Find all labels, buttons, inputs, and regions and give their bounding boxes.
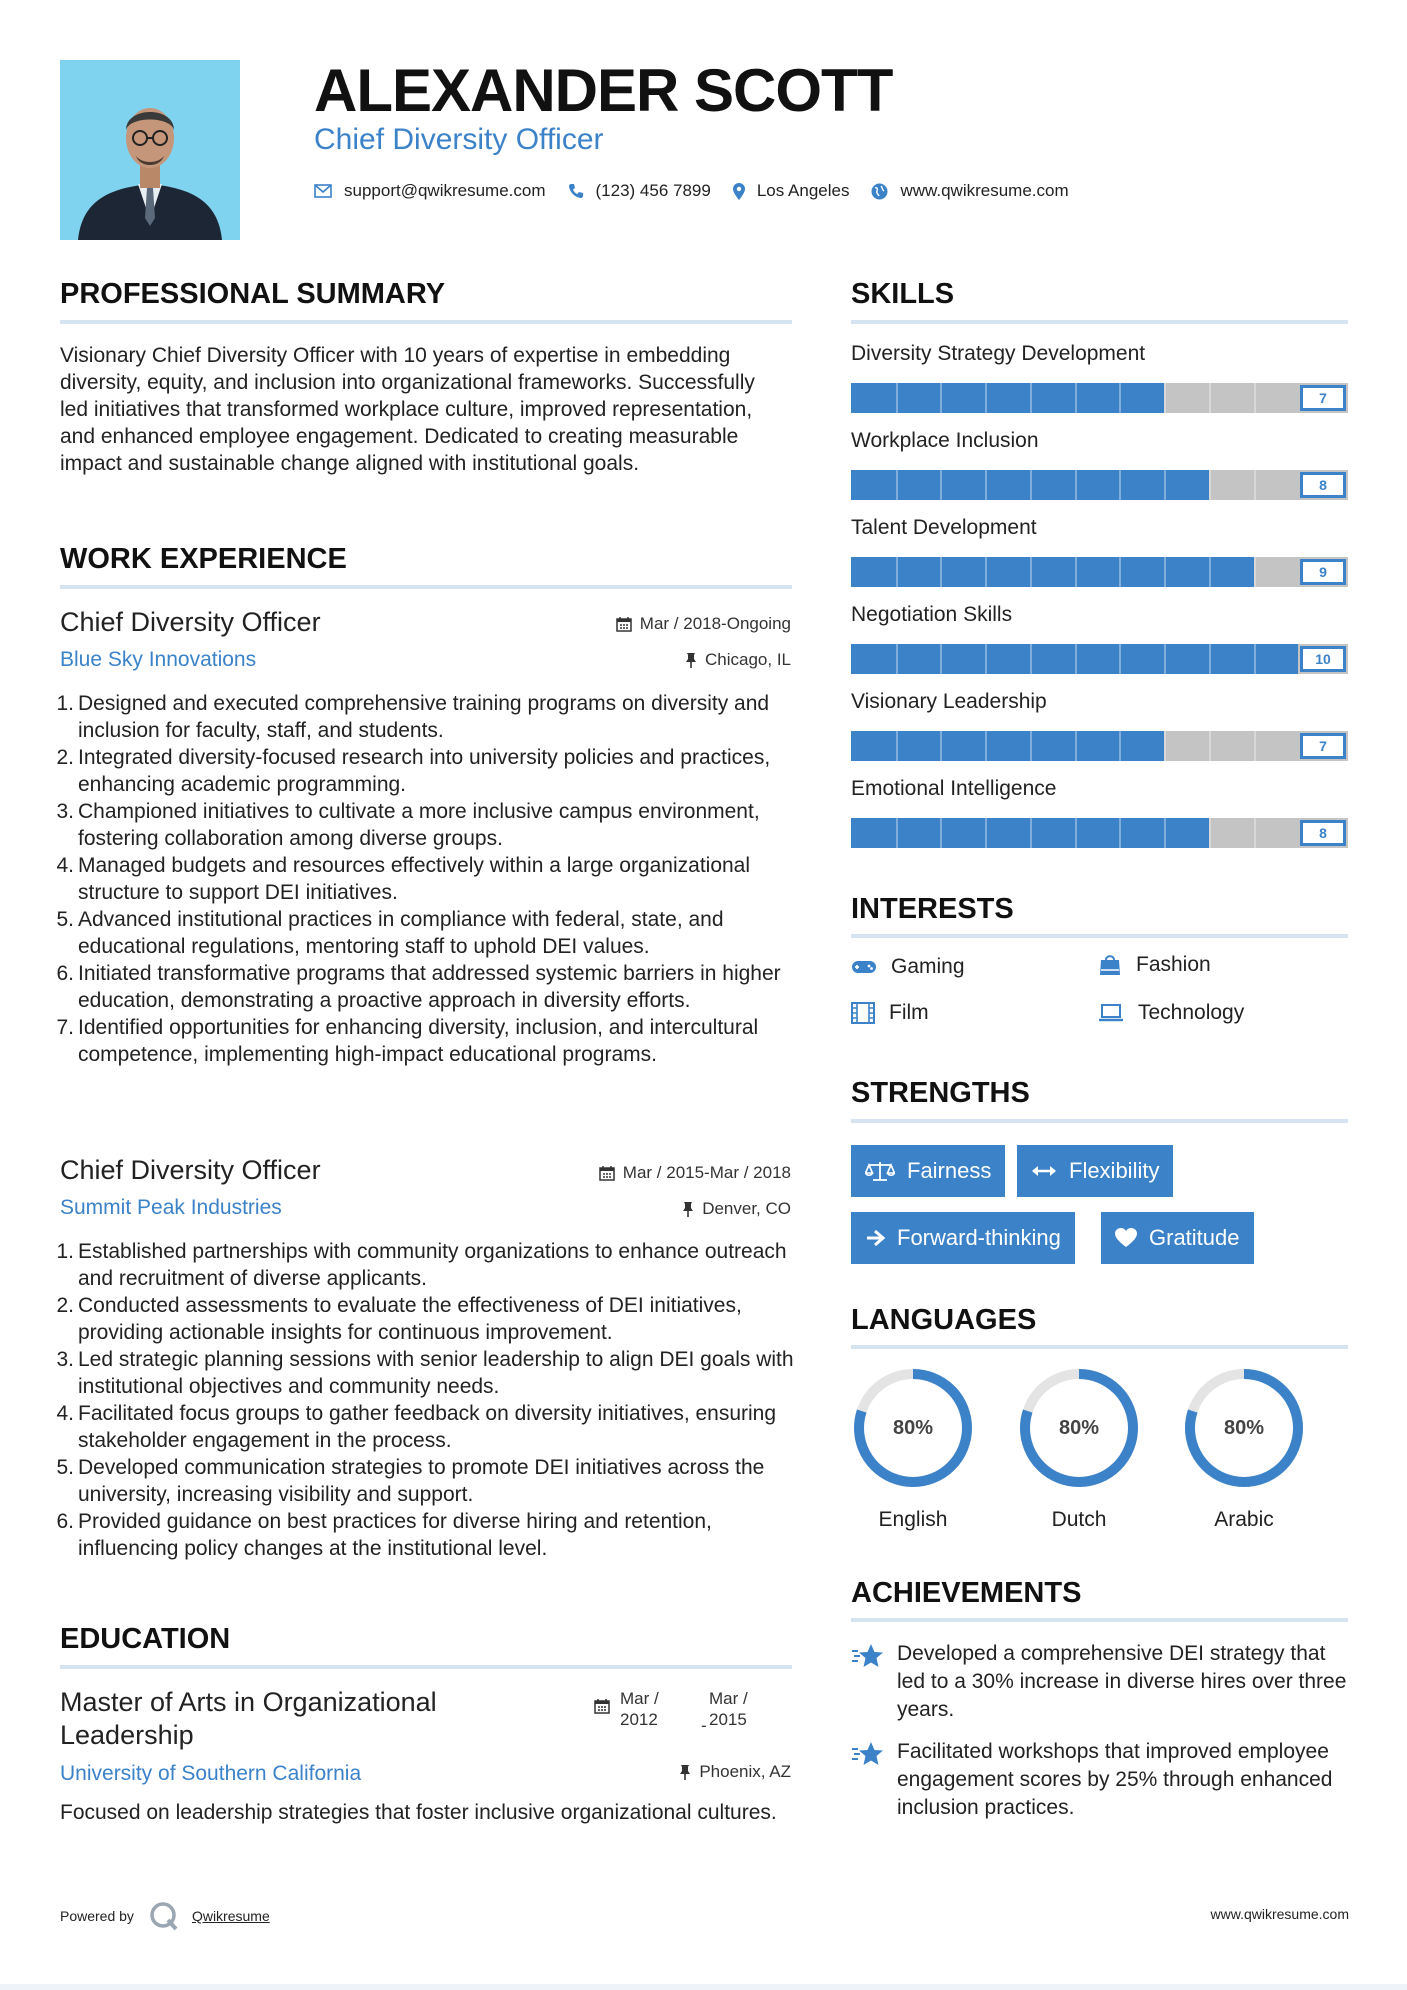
candidate-name: ALEXANDER SCOTT xyxy=(314,57,893,124)
skill-score: 10 xyxy=(1300,646,1346,672)
skill-bar-segment xyxy=(1119,731,1121,761)
job-duties-list xyxy=(60,1238,796,1562)
job-dates xyxy=(599,1163,791,1183)
arrows-h-icon xyxy=(1031,1164,1057,1178)
job-dates-text: Mar / 2015-Mar / 2018 xyxy=(622,1163,791,1182)
globe-icon xyxy=(871,183,888,200)
skill-bar xyxy=(851,818,1348,848)
skill-bar-segment xyxy=(940,731,942,761)
achievement-text: Facilitated workshops that improved employee engagement scores by 25% through enhanced inclusion practices. xyxy=(897,1740,1333,1819)
language-name: English xyxy=(878,1508,948,1531)
skill-bar-segment xyxy=(1030,557,1032,587)
skill-bar-segment xyxy=(1209,818,1211,848)
pin-icon xyxy=(682,1201,694,1217)
interest-label: Fashion xyxy=(1136,953,1211,976)
list-item: Identified opportunities for enhancing diversity, inclusion, and intercultural competence, implementing high-impact educational programs. xyxy=(78,1016,759,1066)
date-separator: - xyxy=(701,1716,707,1735)
phone-text: (123) 456 7899 xyxy=(595,181,711,200)
job-duties-list xyxy=(60,690,796,1068)
skill-label: Visionary Leadership xyxy=(851,690,1047,713)
achievements-heading: ACHIEVEMENTS xyxy=(851,1577,1082,1609)
job-title: Chief Diversity Officer xyxy=(60,1155,321,1185)
contact-location xyxy=(733,181,850,201)
education-start-month: Mar / xyxy=(620,1689,659,1708)
skill-bar-segment xyxy=(985,557,987,587)
skill-bar-segment xyxy=(985,731,987,761)
skill-bar-fill xyxy=(851,557,1254,587)
skill-bar-segment xyxy=(1164,818,1166,848)
bottom-border xyxy=(0,1984,1407,1990)
skill-bar-segment xyxy=(896,383,898,413)
skill-bar-segment xyxy=(985,644,987,674)
skill-bar-segment xyxy=(940,557,942,587)
strength-chip-fairness xyxy=(851,1145,1005,1197)
language-item xyxy=(851,1366,975,1531)
skill-bar-segment xyxy=(940,470,942,500)
job-title: Chief Diversity Officer xyxy=(60,607,321,637)
strength-label: Fairness xyxy=(907,1158,992,1183)
profile-photo xyxy=(60,60,240,240)
skill-bar-segment xyxy=(1030,470,1032,500)
skill-bar-segment xyxy=(1075,818,1077,848)
skill-bar-segment xyxy=(1119,818,1121,848)
heart-icon xyxy=(1115,1228,1137,1248)
contact-bar xyxy=(314,176,1091,206)
skill-bar xyxy=(851,470,1348,500)
education-description: Focused on leadership strategies that foster inclusive organizational cultures. xyxy=(60,1801,777,1824)
skill-bar-segment xyxy=(1119,383,1121,413)
brand-link[interactable]: Qwikresume xyxy=(191,1908,270,1924)
arrow-right-icon xyxy=(865,1229,885,1247)
calendar-icon xyxy=(599,1165,615,1181)
skill-score: 8 xyxy=(1300,472,1346,498)
contact-website[interactable] xyxy=(871,181,1068,201)
degree-title: Master of Arts in Organizational Leadership xyxy=(60,1687,437,1750)
interests-heading: INTERESTS xyxy=(851,893,1014,925)
education-calendar xyxy=(594,1698,610,1719)
skill-bar-segment xyxy=(1075,470,1077,500)
education-end-month: Mar / xyxy=(709,1689,748,1708)
summary-text: Visionary Chief Diversity Officer with 10 years of expertise in embedding diversity, equity, and inclusion into organizational frameworks. Successfully led initiatives that transformed workplace culture, improved representation, and enhanced employee engagement. Dedicated to creating measurable impact and sustainable change aligned with institutional goals. xyxy=(60,344,755,475)
language-percent: 80% xyxy=(892,1416,934,1439)
company-name: Summit Peak Industries xyxy=(60,1196,282,1219)
education-start xyxy=(620,1688,659,1730)
skill-label: Emotional Intelligence xyxy=(851,777,1057,800)
skill-label: Negotiation Skills xyxy=(851,603,1013,626)
skill-bar-segment xyxy=(1075,731,1077,761)
education-heading: EDUCATION xyxy=(60,1623,231,1655)
experience-heading: WORK EXPERIENCE xyxy=(60,543,347,575)
languages-divider xyxy=(851,1345,1348,1349)
skill-bar-segment xyxy=(1119,470,1121,500)
skill-score: 9 xyxy=(1300,559,1346,585)
list-item: Facilitated focus groups to gather feedback on diversity initiatives, ensuring stakeholder engagement in the process. xyxy=(78,1402,777,1452)
list-item: Integrated diversity-focused research into university policies and practices, enhancing academic programming. xyxy=(78,746,771,796)
skill-bar-segment xyxy=(1030,818,1032,848)
achievement-text: Developed a comprehensive DEI strategy that led to a 30% increase in diverse hires over three years. xyxy=(897,1642,1347,1721)
skill-bar-segment xyxy=(896,557,898,587)
achievements-divider xyxy=(851,1618,1348,1622)
interest-item-gaming xyxy=(851,955,965,979)
achievement-item xyxy=(851,1640,1351,1724)
skill-bar-segment xyxy=(1164,470,1166,500)
balance-scale-icon xyxy=(865,1160,895,1182)
list-item: Championed initiatives to cultivate a more inclusive campus environment, fostering collaboration among diverse groups. xyxy=(78,800,760,850)
skill-bar-segment xyxy=(940,818,942,848)
powered-by-label: Powered by xyxy=(60,1908,134,1924)
skill-label: Workplace Inclusion xyxy=(851,429,1039,452)
language-item xyxy=(1182,1366,1306,1531)
achievement-star-icon xyxy=(851,1642,885,1670)
interests-divider xyxy=(851,934,1348,938)
skill-bar-segment xyxy=(985,818,987,848)
skill-bar-segment xyxy=(1209,731,1211,761)
strength-chip-gratitude xyxy=(1101,1212,1254,1264)
candidate-title: Chief Diversity Officer xyxy=(314,123,604,156)
email-text: support@qwikresume.com xyxy=(344,181,546,200)
skill-bar-segment xyxy=(1209,557,1211,587)
skill-bar-segment xyxy=(896,644,898,674)
job-location xyxy=(685,650,791,670)
skill-bar-segment xyxy=(1254,470,1256,500)
skill-bar-segment xyxy=(1254,557,1256,587)
language-item xyxy=(1017,1366,1141,1531)
language-percent: 80% xyxy=(1223,1416,1265,1439)
skill-bar-segment xyxy=(1030,644,1032,674)
job-dates-text: Mar / 2018-Ongoing xyxy=(639,614,791,633)
achievement-item xyxy=(851,1738,1351,1822)
skill-bar-segment xyxy=(1164,644,1166,674)
education-location-text: Phoenix, AZ xyxy=(699,1762,791,1781)
footer-site[interactable]: www.qwikresume.com xyxy=(1210,1906,1349,1922)
languages-heading: LANGUAGES xyxy=(851,1304,1037,1336)
skill-bar-segment xyxy=(1209,470,1211,500)
film-icon xyxy=(851,1002,875,1024)
strength-label: Gratitude xyxy=(1149,1225,1240,1250)
skill-bar-segment xyxy=(1119,557,1121,587)
strength-label: Flexibility xyxy=(1069,1158,1160,1183)
skill-bar-segment xyxy=(1164,557,1166,587)
skill-bar-segment xyxy=(1254,644,1256,674)
list-item: Established partnerships with community organizations to enhance outreach and recruitment of diverse applicants. xyxy=(78,1240,787,1290)
skill-bar xyxy=(851,383,1348,413)
skill-bar-segment xyxy=(896,731,898,761)
skill-bar-segment xyxy=(1030,731,1032,761)
interest-label: Technology xyxy=(1138,1001,1245,1024)
summary-divider xyxy=(60,320,792,324)
location-text: Los Angeles xyxy=(756,181,850,200)
skill-score: 8 xyxy=(1300,820,1346,846)
interest-item-film xyxy=(851,1001,929,1025)
education-end xyxy=(709,1688,748,1730)
job-location xyxy=(682,1199,791,1219)
language-name: Dutch xyxy=(1051,1508,1107,1531)
skill-bar-segment xyxy=(985,383,987,413)
skill-bar-segment xyxy=(1254,731,1256,761)
list-item: Designed and executed comprehensive training programs on diversity and inclusion for faculty, staff, and students. xyxy=(78,692,770,742)
skill-bar xyxy=(851,557,1348,587)
skill-bar-segment xyxy=(1209,383,1211,413)
calendar-icon xyxy=(616,616,632,632)
strength-chip-forward-thinking xyxy=(851,1212,1075,1264)
skill-bar-fill xyxy=(851,383,1164,413)
list-item: Initiated transformative programs that addressed systemic barriers in higher education, demonstrating a proactive approach in diversity efforts. xyxy=(78,962,781,1012)
footer-powered-by xyxy=(60,1900,270,1932)
summary-heading: PROFESSIONAL SUMMARY xyxy=(60,278,446,310)
pin-icon xyxy=(679,1764,691,1780)
skill-bar-segment xyxy=(896,470,898,500)
skills-divider xyxy=(851,320,1348,324)
skill-bar-fill xyxy=(851,731,1164,761)
job-location-text: Denver, CO xyxy=(702,1199,791,1218)
skill-label: Talent Development xyxy=(851,516,1037,539)
education-divider xyxy=(60,1665,792,1669)
interest-label: Film xyxy=(889,1001,929,1024)
language-percent: 80% xyxy=(1058,1416,1100,1439)
gamepad-icon xyxy=(851,959,877,975)
strengths-divider xyxy=(851,1119,1348,1123)
skills-heading: SKILLS xyxy=(851,278,955,310)
skill-bar xyxy=(851,644,1348,674)
contact-email[interactable] xyxy=(314,181,546,201)
skill-bar-segment xyxy=(985,470,987,500)
interest-item-technology xyxy=(1098,1001,1244,1025)
language-name: Arabic xyxy=(1214,1508,1274,1531)
interest-label: Gaming xyxy=(891,955,965,978)
skill-bar-segment xyxy=(1075,644,1077,674)
skill-bar-segment xyxy=(1209,644,1211,674)
calendar-icon xyxy=(594,1698,610,1714)
skill-bar-segment xyxy=(1030,383,1032,413)
skill-bar-segment xyxy=(896,818,898,848)
list-item: Led strategic planning sessions with senior leadership to align DEI goals with institutional objectives and community needs. xyxy=(78,1348,794,1398)
skill-score: 7 xyxy=(1300,385,1346,411)
envelope-icon xyxy=(314,184,332,198)
qwikresume-logo-icon xyxy=(148,1900,180,1932)
education-location xyxy=(679,1762,791,1782)
education-start-year: 2012 xyxy=(620,1710,658,1729)
job-dates xyxy=(616,614,791,634)
experience-divider xyxy=(60,585,792,589)
map-marker-icon xyxy=(733,183,745,200)
school-name: University of Southern California xyxy=(60,1762,362,1785)
skill-bar-segment xyxy=(1164,383,1166,413)
skill-score: 7 xyxy=(1300,733,1346,759)
strengths-heading: STRENGTHS xyxy=(851,1077,1030,1109)
shopping-bag-icon xyxy=(1098,954,1122,976)
company-name: Blue Sky Innovations xyxy=(60,648,257,671)
skill-bar-segment xyxy=(1075,383,1077,413)
achievement-star-icon xyxy=(851,1740,885,1768)
list-item: Managed budgets and resources effectively within a large organizational structure to support DEI initiatives. xyxy=(78,854,751,904)
job-location-text: Chicago, IL xyxy=(705,650,791,669)
website-text: www.qwikresume.com xyxy=(900,181,1069,200)
education-end-year: 2015 xyxy=(709,1710,747,1729)
phone-icon xyxy=(568,183,584,199)
skill-bar-segment xyxy=(940,383,942,413)
interest-item-fashion xyxy=(1098,953,1211,977)
skill-bar-segment xyxy=(940,644,942,674)
skill-bar xyxy=(851,731,1348,761)
pin-icon xyxy=(685,652,697,668)
skill-bar-segment xyxy=(1164,731,1166,761)
skill-label: Diversity Strategy Development xyxy=(851,342,1146,365)
list-item: Advanced institutional practices in compliance with federal, state, and educational regulations, mentoring staff to uphold DEI values. xyxy=(78,908,724,958)
list-item: Developed communication strategies to promote DEI initiatives across the university, increasing visibility and support. xyxy=(78,1456,765,1506)
contact-phone[interactable] xyxy=(568,181,711,201)
strength-chip-flexibility xyxy=(1017,1145,1173,1197)
strength-label: Forward-thinking xyxy=(897,1225,1061,1250)
laptop-icon xyxy=(1098,1003,1124,1023)
skill-bar-segment xyxy=(1075,557,1077,587)
list-item: Provided guidance on best practices for diverse hiring and retention, influencing policy changes at the institutional level. xyxy=(78,1510,712,1560)
skill-bar-segment xyxy=(1254,383,1256,413)
skill-bar-segment xyxy=(1119,644,1121,674)
list-item: Conducted assessments to evaluate the effectiveness of DEI initiatives, providing actionable insights for continuous improvement. xyxy=(78,1294,742,1344)
skill-bar-segment xyxy=(1254,818,1256,848)
